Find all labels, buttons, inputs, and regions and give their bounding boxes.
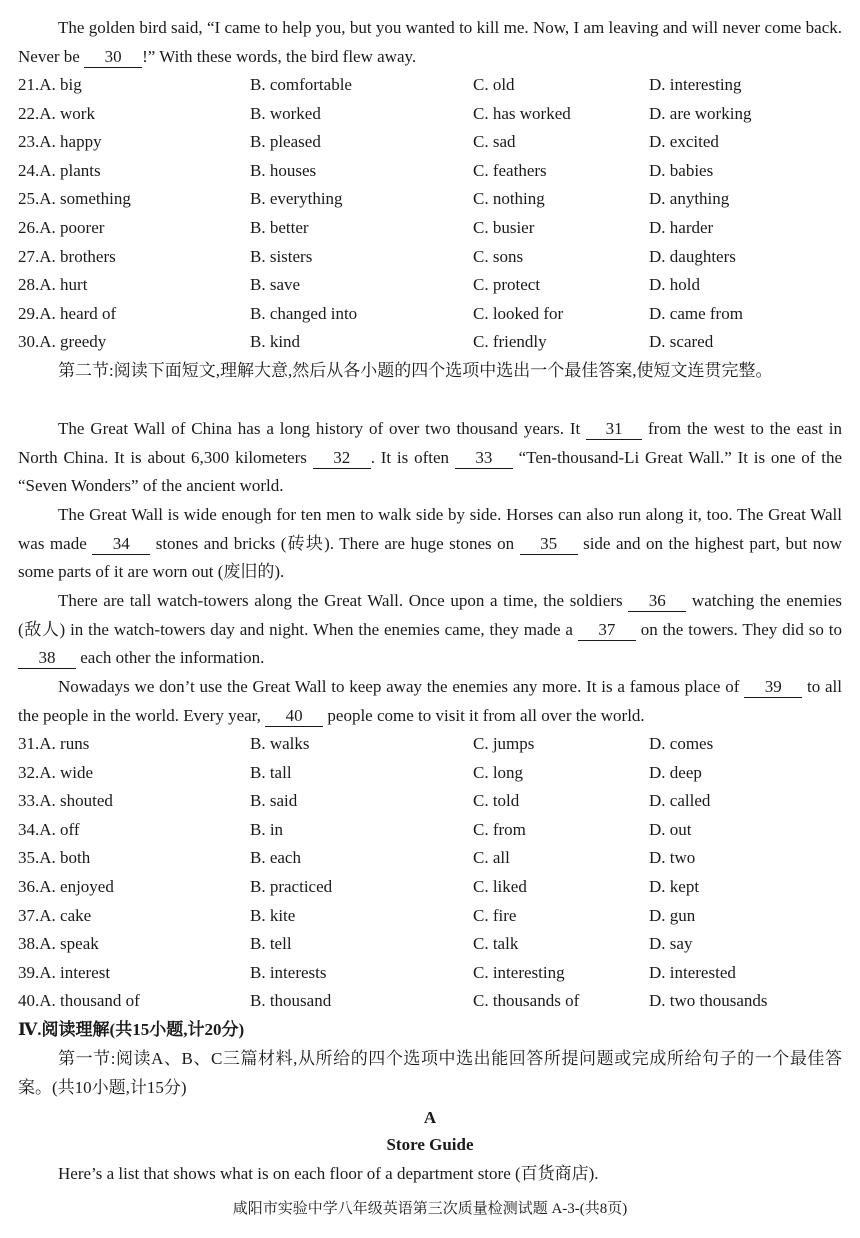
option-row	[18, 959, 848, 988]
option-c: C. nothing	[473, 189, 545, 209]
option-c: C. feathers	[473, 160, 547, 180]
option-a-text: A. hurt	[39, 275, 88, 295]
blank-31: 31	[586, 419, 642, 440]
option-a	[18, 873, 114, 902]
option-c: C. protect	[473, 275, 541, 295]
passage-paragraph-2	[18, 501, 842, 587]
option-b: B. kite	[250, 905, 296, 925]
blank-37: 37	[578, 620, 636, 641]
question-number: 40.	[18, 991, 40, 1011]
option-d: D. deep	[649, 762, 702, 782]
option-row	[18, 816, 848, 845]
passage-text: There are tall watch-towers along the Great Wall. Once upon a time, the soldiers	[58, 591, 629, 610]
section4-heading: Ⅳ.阅读理解(共15小题,计20分)	[18, 1020, 245, 1039]
option-a	[18, 157, 101, 186]
question-number: 28.	[18, 275, 40, 295]
option-c: C. talk	[473, 934, 519, 954]
option-d: D. came from	[649, 303, 743, 323]
option-a-text: A. off	[39, 819, 80, 839]
option-row	[18, 930, 848, 959]
option-row	[18, 214, 848, 243]
option-b: B. interests	[250, 962, 327, 982]
option-a-text: A. speak	[39, 934, 99, 954]
option-b: B. worked	[250, 103, 321, 123]
question-number: 21.	[18, 75, 40, 94]
option-b: B. sisters	[250, 246, 313, 266]
question-number: 33.	[18, 791, 40, 811]
option-b: B. said	[250, 791, 298, 811]
option-c: C. sad	[473, 132, 516, 152]
option-a-text: A. happy	[39, 132, 102, 152]
option-a-text: A. work	[39, 103, 95, 123]
option-a-text: A. brothers	[39, 246, 116, 266]
option-a	[18, 300, 116, 329]
question-number: 25.	[18, 189, 40, 209]
option-c: C. liked	[473, 876, 527, 896]
option-c: C. long	[473, 762, 524, 782]
option-a	[18, 328, 106, 357]
option-row	[18, 873, 848, 902]
question-number: 39.	[18, 962, 40, 982]
option-a-text: A. shouted	[39, 791, 113, 811]
option-row	[18, 300, 848, 329]
option-d: D. interested	[649, 962, 736, 982]
option-a-text: A. greedy	[39, 332, 107, 352]
option-d: D. kept	[649, 876, 700, 896]
option-row	[18, 759, 848, 788]
question-number: 27.	[18, 246, 40, 266]
question-number: 37.	[18, 905, 40, 925]
passage-text: . It is often	[370, 447, 455, 467]
blank-30: 30	[84, 47, 142, 68]
passage-a-title: Store Guide	[386, 1135, 474, 1154]
passage-text: each other the information.	[76, 648, 265, 668]
option-row	[18, 128, 848, 157]
question-number: 24.	[18, 160, 40, 180]
option-a-text: A. something	[39, 189, 131, 209]
passage-text: watching the enemies (敌人) in the watch-towers day and night. When the enemies came, they made a	[18, 591, 843, 639]
passage-paragraph-4	[18, 673, 842, 730]
option-a	[18, 959, 110, 988]
option-c: C. told	[473, 791, 520, 811]
passage-text: from the west to the east in North China. It is about 6,300 kilometers	[18, 419, 842, 467]
passage-text: people come to visit it from all over the world.	[323, 705, 645, 725]
passage-text: The Great Wall of China has a long history of over two thousand years. It	[58, 419, 587, 438]
option-a-text: A. both	[39, 848, 91, 868]
option-d: D. gun	[649, 905, 696, 925]
option-row	[18, 787, 848, 816]
option-row	[18, 271, 848, 300]
question-number: 22.	[18, 103, 40, 123]
option-c: C. interesting	[473, 962, 565, 982]
option-a-text: A. thousand of	[39, 991, 140, 1011]
option-row	[18, 100, 848, 129]
option-d: D. two thousands	[649, 991, 768, 1011]
option-d: D. say	[649, 934, 693, 954]
option-c: C. all	[473, 848, 510, 868]
passage-paragraph-3	[18, 587, 842, 673]
blank-40: 40	[265, 706, 323, 727]
option-d: D. anything	[649, 189, 730, 209]
passage-text: side and on the highest part, but now some parts of it are worn out (废旧的).	[18, 533, 842, 582]
passage-paragraph-1	[18, 415, 842, 501]
option-d: D. out	[649, 819, 692, 839]
option-b: B. in	[250, 819, 284, 839]
passage-text: Nowadays we don’t use the Great Wall to keep away the enemies any more. It is a famous place of	[58, 677, 745, 696]
option-a	[18, 100, 95, 129]
options-31-40	[18, 730, 848, 1016]
passage-text: to all the people in the world. Every year,	[18, 677, 842, 725]
option-a	[18, 243, 116, 272]
option-b: B. thousand	[250, 991, 332, 1011]
option-c: C. busier	[473, 217, 535, 237]
option-a-text: A. poorer	[39, 217, 105, 237]
option-row	[18, 730, 848, 759]
section2-instruction: 第二节:阅读下面短文,理解大意,然后从各小题的四个选项中选出一个最佳答案,使短文连贯完整。	[58, 361, 773, 380]
option-row	[18, 157, 848, 186]
option-a-text: A. heard of	[39, 303, 117, 323]
passage-text: The Great Wall is wide enough for ten men to walk side by side. Horses can also run along it, too. The Great Wall was made	[18, 505, 842, 553]
option-b: B. pleased	[250, 132, 321, 152]
option-d: D. babies	[649, 160, 714, 180]
option-d: D. excited	[649, 132, 719, 152]
question-number: 29.	[18, 303, 40, 323]
question-number: 26.	[18, 217, 40, 237]
option-a-text: A. wide	[39, 762, 94, 782]
option-d: D. harder	[649, 217, 714, 237]
option-b: B. kind	[250, 332, 301, 352]
option-d: D. two	[649, 848, 696, 868]
option-a-text: A. runs	[39, 734, 90, 753]
page-footer: 咸阳市实验中学八年级英语第三次质量检测试题 A-3-(共8页)	[232, 1201, 628, 1217]
story-text: The golden bird said, “I came to help you, but you wanted to kill me. Now, I am leaving and will never come back. Never be	[18, 18, 842, 66]
option-b: B. everything	[250, 189, 343, 209]
option-a	[18, 271, 87, 300]
option-a-text: A. interest	[39, 962, 111, 982]
option-b: B. comfortable	[250, 75, 352, 94]
blank-36: 36	[628, 591, 686, 612]
option-a	[18, 930, 99, 959]
option-row	[18, 987, 848, 1016]
option-a	[18, 902, 91, 931]
option-d: D. hold	[649, 275, 700, 295]
option-row	[18, 844, 848, 873]
question-number: 35.	[18, 848, 40, 868]
option-b: B. changed into	[250, 303, 358, 323]
question-number: 34.	[18, 819, 40, 839]
option-b: B. each	[250, 848, 301, 868]
option-a	[18, 214, 104, 243]
option-a-text: A. plants	[39, 160, 101, 180]
option-a	[18, 987, 140, 1016]
option-a	[18, 787, 113, 816]
option-d: D. scared	[649, 332, 714, 352]
question-number: 36.	[18, 876, 40, 896]
blank-39: 39	[744, 677, 802, 698]
blank-35: 35	[520, 534, 578, 555]
options-21-30	[18, 71, 848, 357]
option-c: C. has worked	[473, 103, 571, 123]
option-a-text: A. enjoyed	[39, 876, 114, 896]
option-c: C. old	[473, 75, 515, 94]
option-a-text: A. big	[39, 75, 82, 94]
option-c: C. sons	[473, 246, 524, 266]
question-number: 31.	[18, 734, 40, 753]
option-row	[18, 243, 848, 272]
section4-instruction: 第一节:阅读A、B、C三篇材料,从所给的四个选项中选出能回答所提问题或完成所给句子的一个最佳答案。(共10小题,计15分)	[18, 1049, 842, 1097]
option-a	[18, 816, 80, 845]
option-c: C. thousands of	[473, 991, 580, 1011]
option-b: B. tell	[250, 934, 292, 954]
option-row	[18, 902, 848, 931]
option-a	[18, 71, 82, 100]
option-a	[18, 759, 93, 788]
option-a	[18, 185, 131, 214]
option-b: B. houses	[250, 160, 317, 180]
option-d: D. are working	[649, 103, 752, 123]
option-row	[18, 71, 848, 100]
option-b: B. walks	[250, 734, 310, 753]
option-d: D. interesting	[649, 75, 742, 94]
option-a-text: A. cake	[39, 905, 92, 925]
option-d: D. daughters	[649, 246, 736, 266]
blank-38: 38	[18, 648, 76, 669]
option-c: C. friendly	[473, 332, 547, 352]
passage-a-letter: A	[423, 1108, 437, 1127]
blank-33: 33	[455, 448, 513, 469]
passage-text: on the towers. They did so to	[635, 619, 842, 639]
blank-32: 32	[313, 448, 371, 469]
option-b: B. practiced	[250, 876, 333, 896]
option-a	[18, 730, 89, 759]
option-row	[18, 185, 848, 214]
story-text: !” With these words, the bird flew away.	[142, 46, 417, 66]
option-c: C. looked for	[473, 303, 564, 323]
option-d: D. comes	[649, 734, 714, 753]
question-number: 30.	[18, 332, 40, 352]
question-number: 23.	[18, 132, 40, 152]
option-row	[18, 328, 848, 357]
option-c: C. jumps	[473, 734, 535, 753]
option-a	[18, 128, 102, 157]
passage-text: “Ten-thousand-Li Great Wall.” It is one of the “Seven Wonders” of the ancient world.	[18, 447, 843, 496]
option-b: B. better	[250, 217, 309, 237]
story-ending-paragraph	[18, 14, 842, 71]
option-d: D. called	[649, 791, 711, 811]
option-c: C. from	[473, 819, 526, 839]
option-c: C. fire	[473, 905, 517, 925]
option-b: B. tall	[250, 762, 292, 782]
passage-text: stones and bricks (砖块). There are huge stones on	[150, 533, 520, 553]
question-number: 38.	[18, 934, 40, 954]
passage-a-intro: Here’s a list that shows what is on each floor of a department store (百货商店).	[58, 1164, 599, 1183]
blank-34: 34	[92, 534, 150, 555]
option-b: B. save	[250, 275, 301, 295]
option-a	[18, 844, 90, 873]
question-number: 32.	[18, 762, 40, 782]
